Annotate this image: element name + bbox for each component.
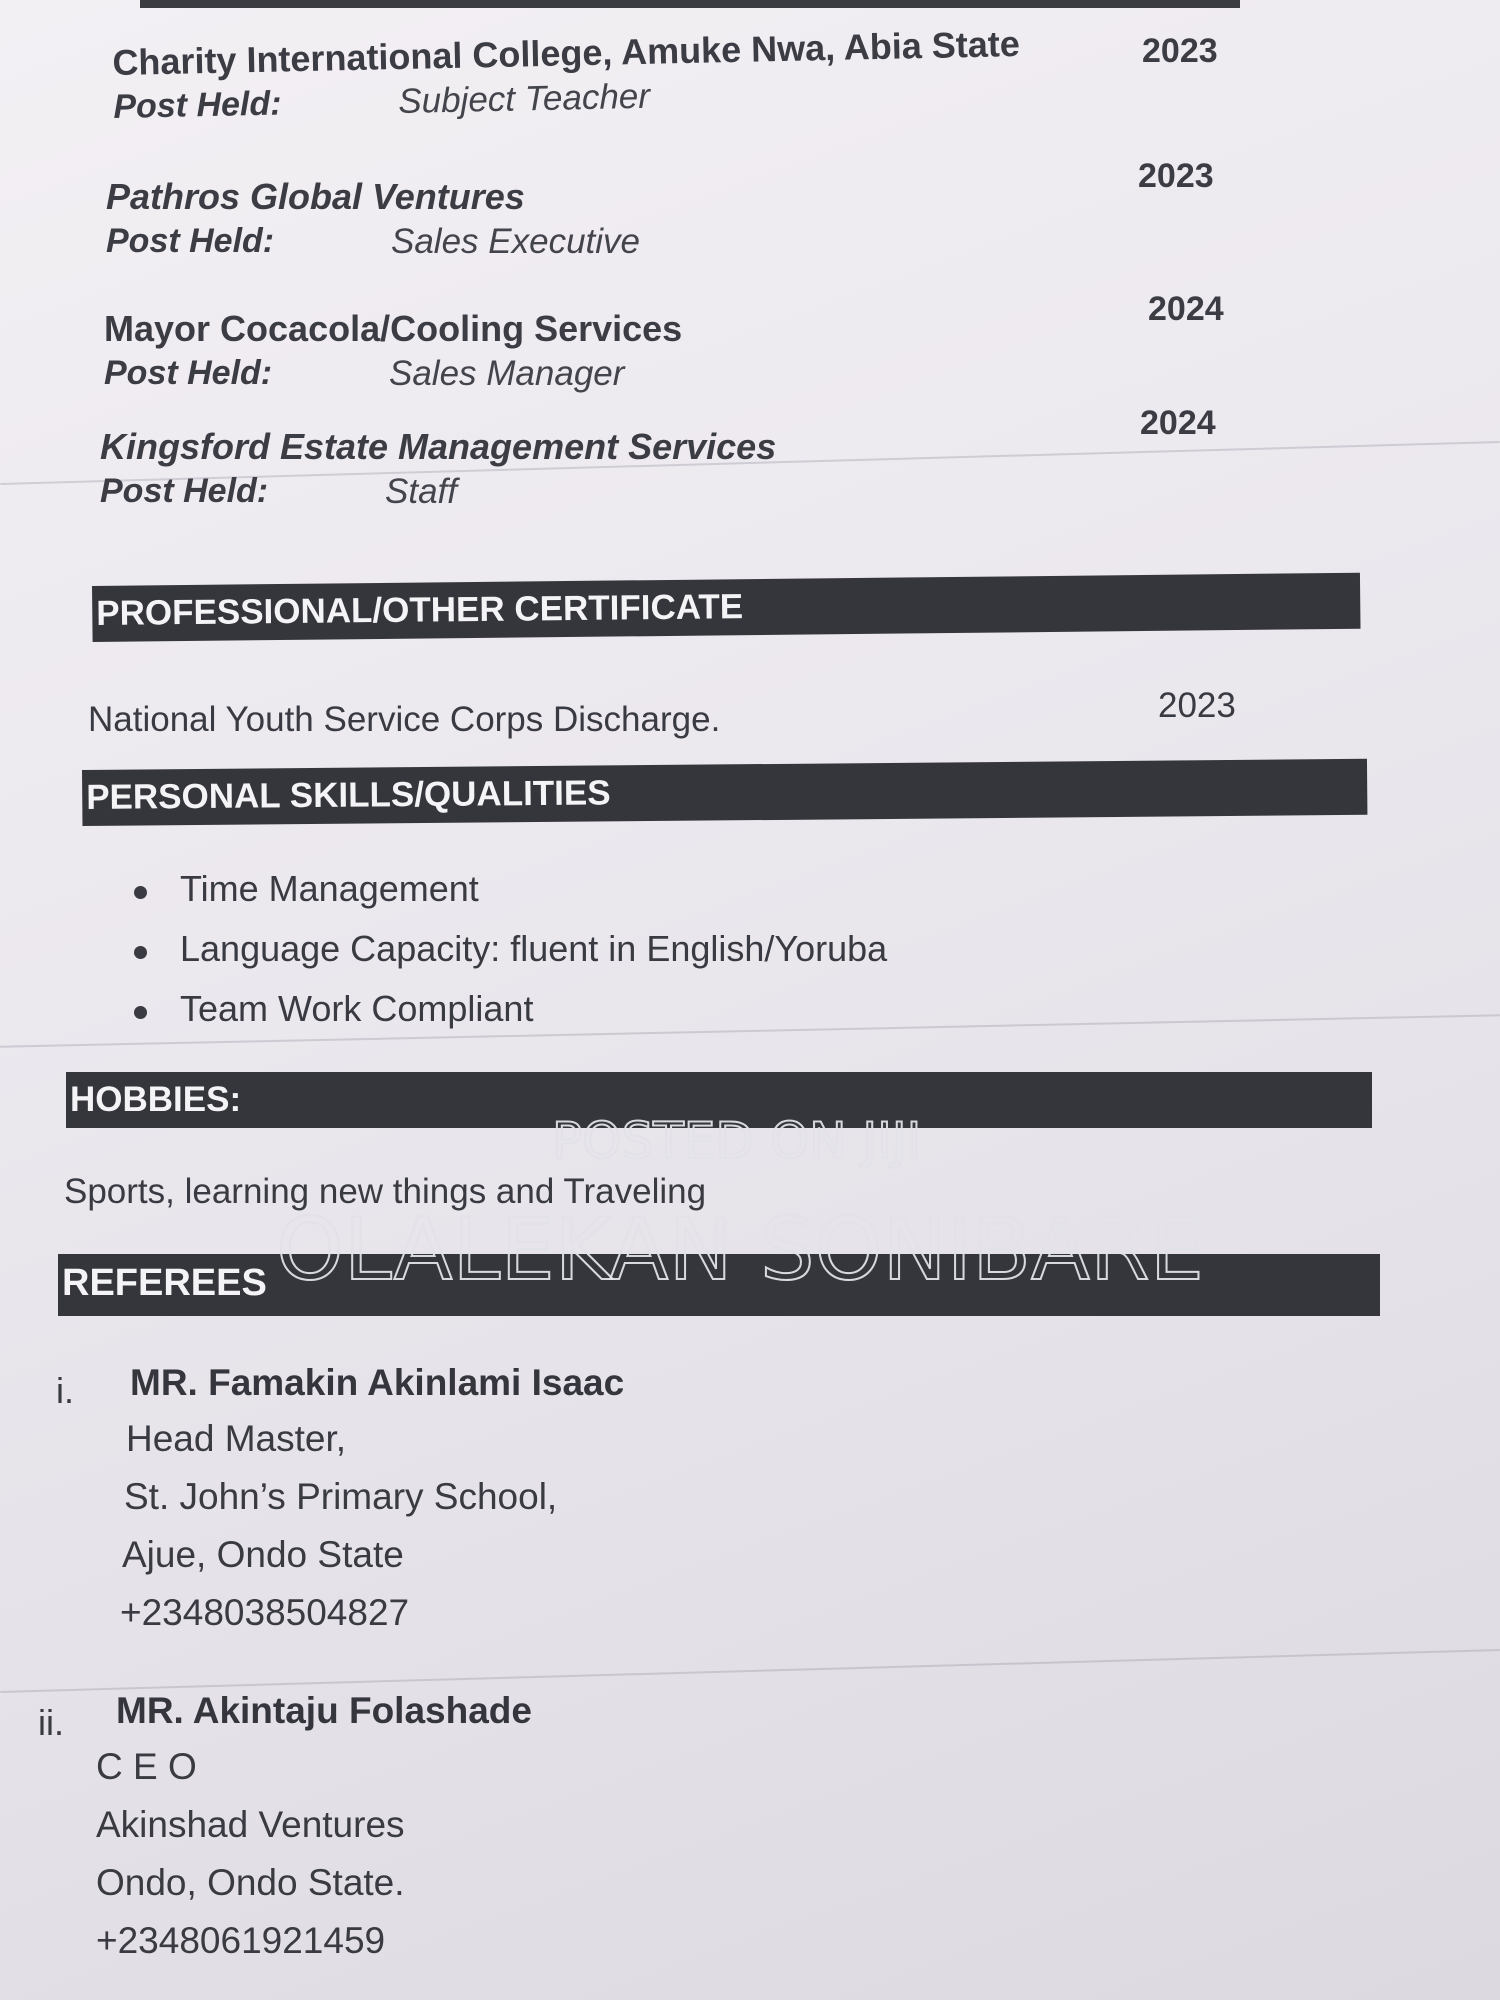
hobbies-heading: HOBBIES: (70, 1080, 242, 1119)
referee-detail: Ondo, Ondo State. (96, 1862, 405, 1903)
job-entry (100, 426, 776, 512)
job-year: 2024 (1148, 290, 1224, 328)
skill-label: Language Capacity: fluent in English/Yoruba (180, 928, 888, 969)
certificate-heading-bar (92, 573, 1361, 642)
referee-detail: C E O (96, 1746, 197, 1787)
skills-heading: PERSONAL SKILLS/QUALITIES (86, 773, 611, 817)
referee-entry (96, 1690, 532, 1970)
skill-label: Team Work Compliant (180, 988, 534, 1029)
job-organization: Mayor Cocacola/Cooling Services (104, 308, 683, 349)
skill-item (130, 868, 887, 928)
certificate-year: 2023 (1158, 686, 1236, 725)
bullet-icon (134, 1006, 147, 1019)
referee-number: i. (56, 1370, 74, 1411)
skill-item (130, 928, 887, 988)
post-held-label: Post Held: (106, 222, 275, 260)
referee-detail: Head Master, (126, 1418, 347, 1459)
referee-number: ii. (38, 1702, 64, 1743)
job-organization: Pathros Global Ventures (106, 176, 525, 217)
referee-detail: +2348038504827 (120, 1592, 410, 1633)
job-year: 2024 (1140, 404, 1216, 442)
post-held-value: Sales Executive (391, 222, 641, 261)
certificate-item: National Youth Service Corps Discharge. (88, 700, 721, 739)
skills-list (130, 868, 887, 1048)
skills-heading-bar (82, 759, 1367, 826)
job-year: 2023 (1138, 157, 1214, 195)
referee-detail: Ajue, Ondo State (122, 1534, 404, 1575)
paper-crease (0, 1649, 1499, 1693)
post-held-label: Post Held: (100, 472, 269, 510)
job-entry (104, 308, 682, 394)
watermark-line-1: POSTED ON JIJI (552, 1112, 922, 1170)
section-bar-top (140, 0, 1240, 8)
skill-label: Time Management (180, 868, 479, 909)
job-organization: Kingsford Estate Management Services (100, 426, 777, 467)
referee-detail: St. John’s Primary School, (124, 1476, 558, 1517)
hobbies-text: Sports, learning new things and Traveling (64, 1172, 707, 1211)
bullet-icon (134, 886, 147, 899)
referee-detail: Akinshad Ventures (96, 1804, 405, 1845)
referee-entry (120, 1362, 624, 1642)
post-held-value: Staff (385, 472, 457, 511)
job-organization: Charity International College, Amuke Nwa, Abia State (112, 22, 1021, 83)
post-held-label: Post Held: (112, 84, 282, 126)
referee-name: MR. Famakin Akinlami Isaac (130, 1362, 625, 1403)
referee-name: MR. Akintaju Folashade (116, 1690, 532, 1731)
post-held-value: Subject Teacher (397, 76, 651, 122)
watermark-line-2: OLALEKAN SONIBARE (276, 1200, 1204, 1300)
referees-heading: REFEREES (62, 1262, 267, 1304)
job-year: 2023 (1142, 32, 1218, 70)
post-held-value: Sales Manager (389, 354, 625, 393)
certificate-heading: PROFESSIONAL/OTHER CERTIFICATE (96, 587, 744, 633)
post-held-label: Post Held: (104, 354, 273, 392)
job-entry (106, 176, 640, 262)
job-entry (112, 23, 1021, 128)
skill-item (130, 988, 887, 1048)
referee-detail: +2348061921459 (96, 1920, 386, 1961)
bullet-icon (134, 946, 147, 959)
